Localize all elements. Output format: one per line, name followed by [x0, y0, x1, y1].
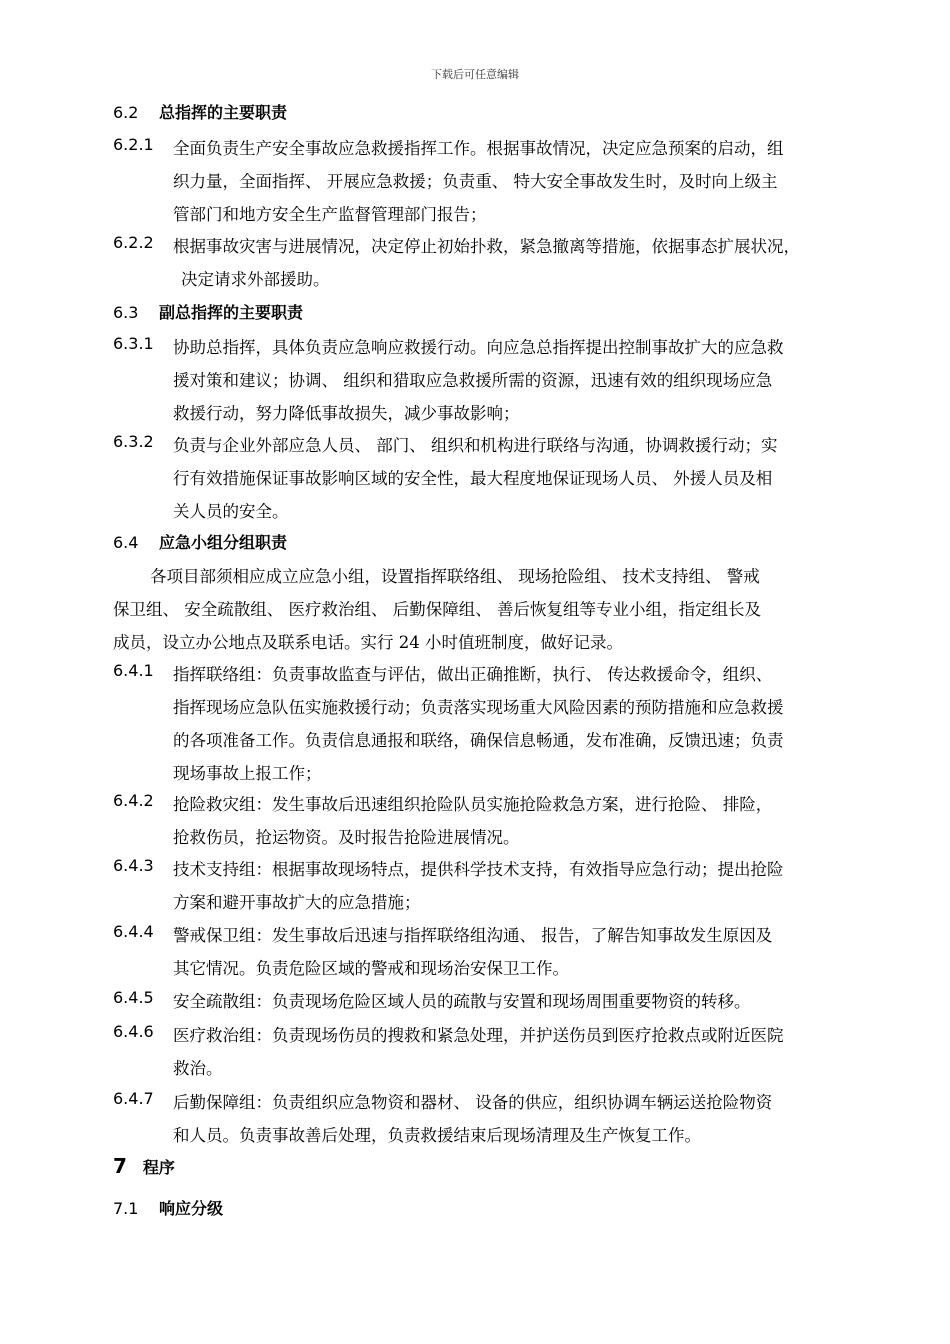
- item-line: 全面负责生产安全事故应急救援指挥工作。根据事故情况，决定应急预案的启动，组: [173, 139, 784, 158]
- section-number: 7.1: [113, 1199, 139, 1218]
- paragraph-line: 成员，设立办公地点及联系电话。实行 24 小时值班制度，做好记录。: [113, 633, 623, 652]
- item-number: 6.3.2: [113, 432, 154, 451]
- item-number: 6.4.1: [113, 661, 154, 680]
- section-title: 总指挥的主要职责: [159, 103, 288, 122]
- item-number: 6.2.2: [113, 233, 154, 252]
- section-number: 6.3: [113, 303, 139, 322]
- paragraph-line: 各项目部须相应成立应急小组，设置指挥联络组、 现场抢险组、 技术支持组、 警戒: [150, 567, 760, 586]
- item-line: 救援行动，努力降低事故损失，减少事故影响；: [173, 404, 520, 423]
- item-number: 6.4.5: [113, 988, 154, 1007]
- item-line: 后勤保障组：负责组织应急物资和器材、 设备的供应，组织协调车辆运送抢险物资: [173, 1093, 773, 1112]
- item-line: 指挥现场应急队伍实施救援行动；负责落实现场重大风险因素的预防措施和应急救援: [173, 698, 784, 717]
- section-title: 副总指挥的主要职责: [159, 303, 304, 322]
- item-line: 织力量，全面指挥、 开展应急救援；负责重、 特大安全事故发生时，及时向上级主: [173, 172, 778, 191]
- section-title: 应急小组分组职责: [159, 533, 288, 552]
- section-title: 响应分级: [159, 1199, 224, 1218]
- section-number: 6.2: [113, 103, 139, 122]
- chapter-number: 7: [113, 1154, 127, 1178]
- item-line: 的各项准备工作。负责信息通报和联络，确保信息畅通，发布准确，反馈迅速；负责: [173, 731, 784, 750]
- item-line: 现场事故上报工作；: [173, 764, 322, 783]
- section-heading-6-3: [113, 300, 888, 323]
- item-line: 决定请求外部援助。: [181, 270, 330, 289]
- item-number: 6.4.2: [113, 791, 154, 810]
- section-heading-6-4: [113, 530, 888, 553]
- item-line: 救治。: [173, 1059, 223, 1078]
- page-header: 下载后可任意编辑: [431, 68, 519, 81]
- section-heading-7-1: [113, 1196, 888, 1219]
- item-line: 技术支持组：根据事故现场特点，提供科学技术支持，有效指导应急行动；提出抢险: [173, 860, 784, 879]
- item-line: 和人员。负责事故善后处理，负责救援结束后现场清理及生产恢复工作。: [173, 1126, 701, 1145]
- item-line: 管部门和地方安全生产监督管理部门报告；: [173, 205, 487, 224]
- item-number: 6.4.3: [113, 856, 154, 875]
- item-number: 6.4.7: [113, 1089, 154, 1108]
- item-line: 方案和避开事故扩大的应急措施；: [173, 893, 421, 912]
- section-number: 6.4: [113, 533, 139, 552]
- item-line: 负责与企业外部应急人员、 部门、 组织和机构进行联络与沟通，协调救援行动；实: [173, 436, 778, 455]
- item-number: 6.2.1: [113, 135, 154, 154]
- item-line: 关人员的安全。: [173, 502, 289, 521]
- item-line: 行有效措施保证事故影响区域的安全性，最大程度地保证现场人员、 外援人员及相: [173, 469, 773, 488]
- section-heading-6-2: [113, 100, 888, 123]
- item-number: 6.4.6: [113, 1022, 154, 1041]
- item-line: 医疗救治组：负责现场伤员的搜救和紧急处理，并护送伤员到医疗抢救点或附近医院: [173, 1026, 784, 1045]
- item-line: 抢救伤员，抢运物资。及时报告抢险进展情况。: [173, 828, 520, 847]
- item-line: 其它情况。负责危险区域的警戒和现场治安保卫工作。: [173, 959, 569, 978]
- item-line: 援对策和建议；协调、 组织和猎取应急救援所需的资源，迅速有效的组织现场应急: [173, 371, 773, 390]
- chapter-title: 程序: [142, 1158, 175, 1177]
- item-line: 根据事故灾害与进展情况，决定停止初始扑救，紧急撤离等措施，依据事态扩展状况，: [173, 237, 800, 256]
- chapter-heading-7: [113, 1154, 888, 1178]
- item-line: 抢险救灾组：发生事故后迅速组织抢险队员实施抢险救急方案，进行抢险、 排险，: [173, 795, 773, 814]
- item-line: 警戒保卫组：发生事故后迅速与指挥联络组沟通、 报告，了解告知事故发生原因及: [173, 926, 773, 945]
- item-number: 6.3.1: [113, 334, 154, 353]
- item-line: 协助总指挥，具体负责应急响应救援行动。向应急总指挥提出控制事故扩大的应急救: [173, 338, 784, 357]
- item-line: 指挥联络组：负责事故监查与评估，做出正确推断，执行、 传达救援命令，组织、: [173, 665, 773, 684]
- item-line: 安全疏散组：负责现场危险区域人员的疏散与安置和现场周围重要物资的转移。: [173, 992, 751, 1011]
- paragraph-line: 保卫组、 安全疏散组、 医疗救治组、 后勤保障组、 善后恢复组等专业小组，指定组长及: [113, 600, 761, 619]
- item-number: 6.4.4: [113, 922, 154, 941]
